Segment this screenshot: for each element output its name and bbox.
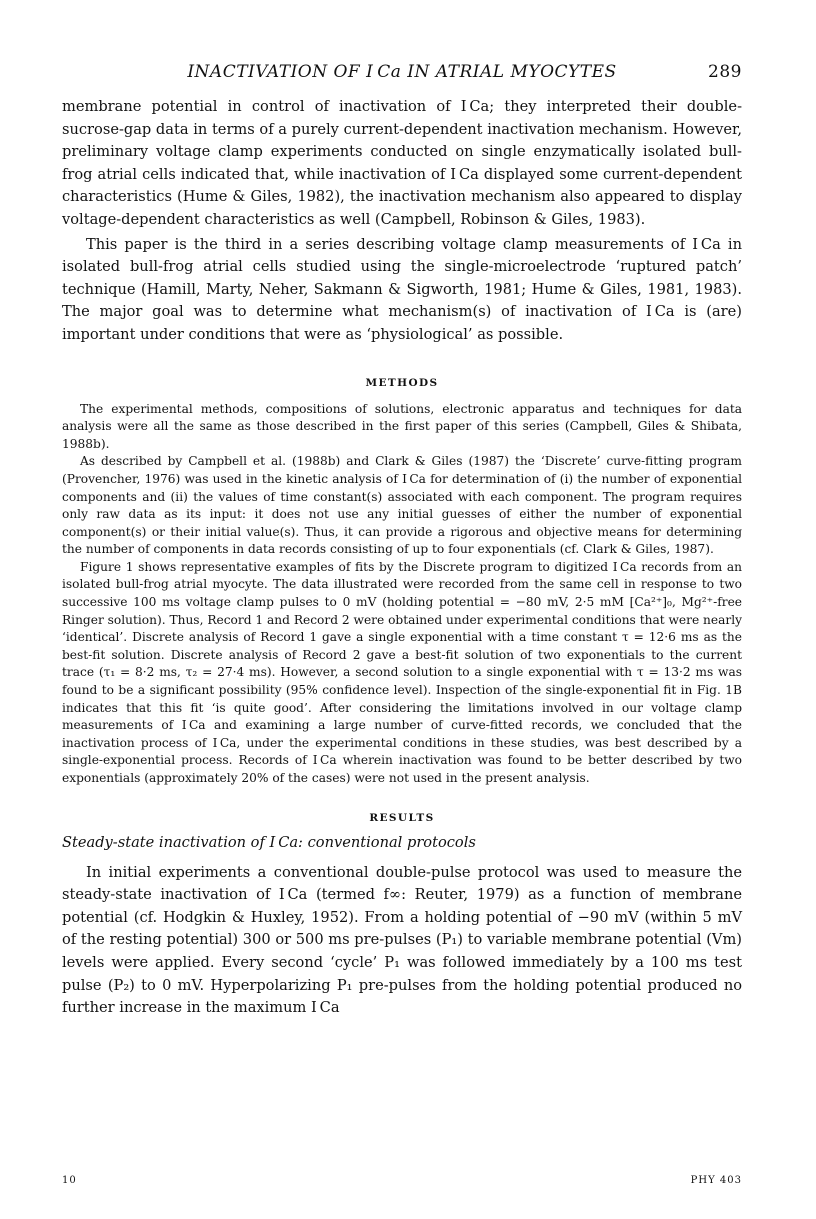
running-header — [62, 62, 742, 88]
footer-signature-mark: 10 — [62, 1175, 77, 1186]
page — [62, 62, 742, 1020]
running-title: INACTIVATION OF I Ca IN ATRIAL MYOCYTES — [187, 62, 617, 82]
methods-paragraph-3: Figure 1 shows representative examples of fits by the Discrete program to digitized I Ca records from an isolated bull-frog atrial myocyte. The data illustrated were recorded from the same cell in response to two successive 100 ms voltage clamp pulses to 0 mV (holding potential = −80 mV, 2·5 mM [Ca²⁺]₀, Mg²⁺-free Ringer solution). Thus, Record 1 and Record 2 were obtained under experimental conditions that were nearly ‘identical’. Discrete analysis of Record 1 gave a single exponential with a time constant τ = 12·6 ms as the best-fit solution. Discrete analysis of Record 2 gave a best-fit solution of two exponentials to the current trace (τ₁ = 8·2 ms, τ₂ = 27·4 ms). However, a second solution to a single exponential with τ = 13·2 ms was found to be a significant possibility (95% confidence level). Inspection of the single-exponential fit in Fig. 1B indicates that this fit ‘is quite good’. After considering the limitations involved in our voltage clamp measurements of I Ca and examining a large number of curve-fitted records, we concluded that the inactivation process of I Ca, under the experimental conditions in these studies, was best described by a single-exponential process. Records of I Ca wherein inactivation was found to be better described by two exponentials (approximately 20% of the cases) were not used in the present analysis. — [62, 559, 742, 785]
footer-journal-mark: PHY 403 — [690, 1175, 742, 1186]
methods-paragraph-2: As described by Campbell et al. (1988b) and Clark & Giles (1987) the ‘Discrete’ curve-fitting program (Provencher, 1976) was used in the kinetic analysis of I Ca for determination of (i) the number of exponential components and (ii) the values of time constant(s) associated with each component. The program requires only raw data as its input: it does not use any initial guesses of either the number of exponential component(s) or their initial value(s). Thus, it can provide a rigorous and objective means for determining the number of components in data records consisting of up to four exponentials (cf. Clark & Giles, 1987). — [62, 454, 742, 557]
results-subheading: Steady-state inactivation of I Ca: conventional protocols — [62, 833, 476, 851]
intro-paragraph-1: membrane potential in control of inactivation of I Ca; they interpreted their double-sucrose-gap data in terms of a purely current-dependent inactivation mechanism. However, preliminary voltage clamp experiments conducted on single enzymatically isolated bull-frog atrial cells indicated that, while inactivation of I Ca displayed some current-dependent characteristics (Hume & Giles, 1982), the inactivation mechanism also appeared to display voltage-dependent characteristics as well (Campbell, Robinson & Giles, 1983). — [62, 98, 742, 228]
results-paragraph-1: In initial experiments a conventional double-pulse protocol was used to measure the steady-state inactivation of I Ca (termed f∞: Reuter, 1979) as a function of membrane potential (cf. Hodgkin & Huxley, 1952). From a holding potential of −90 mV (within 5 mV of the resting potential) 300 or 500 ms pre-pulses (P₁) to variable membrane potential (Vm) levels were applied. Every second ‘cycle’ P₁ was followed immediately by a 100 ms test pulse (P₂) to 0 mV. Hyperpolarizing P₁ pre-pulses from the holding potential produced no further increase in the maximum I Ca — [62, 863, 742, 1017]
methods-heading: METHODS — [365, 376, 439, 389]
methods-paragraph-1: The experimental methods, compositions of solutions, electronic apparatus and techniques for data analysis were all the same as those described in the first paper of this series (Campbell, Giles & Shibata, 1988b). — [62, 401, 742, 451]
page-number: 289 — [708, 62, 742, 82]
results-heading: RESULTS — [369, 811, 435, 824]
intro-paragraph-2: This paper is the third in a series describing voltage clamp measurements of I Ca in isolated bull-frog atrial cells studied using the single-microelectrode ‘ruptured patch’ technique (Hamill, Marty, Neher, Sakmann & Sigworth, 1981; Hume & Giles, 1981, 1983). The major goal was to determine what mechanism(s) of inactivation of I Ca is (are) important under conditions that were as ‘physiological’ as possible. — [62, 235, 742, 343]
